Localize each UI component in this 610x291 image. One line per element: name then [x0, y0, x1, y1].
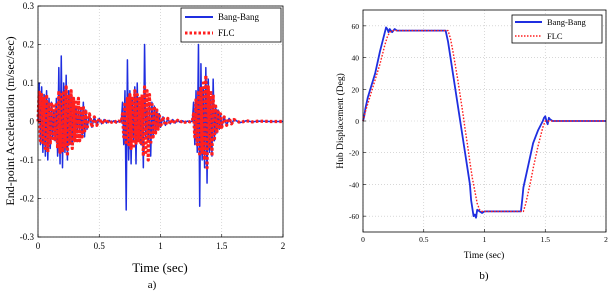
- y-tick-label: 0.2: [22, 39, 34, 50]
- x-axis-label: Time (sec): [132, 260, 188, 275]
- figure-caption: b): [479, 270, 489, 282]
- y-tick-label: 20: [351, 85, 359, 95]
- x-tick-label: 1: [482, 235, 487, 244]
- x-axis-label: Time (sec): [463, 251, 505, 261]
- x-tick-label: 0.5: [93, 241, 105, 251]
- chart-hub-displacement: [335, 10, 608, 282]
- legend: [512, 15, 602, 43]
- y-tick-label: 0: [355, 117, 359, 126]
- y-tick-label: -0.3: [19, 232, 34, 242]
- y-tick-label: -0.2: [19, 193, 34, 204]
- x-tick-label: 0: [35, 241, 41, 251]
- x-tick-label: 1.5: [540, 235, 550, 244]
- y-tick-label: -0.1: [19, 155, 34, 165]
- x-tick-label: 1: [158, 241, 163, 251]
- y-tick-label: 60: [351, 21, 359, 31]
- chart-acceleration: [3, 1, 285, 291]
- y-tick-label: 0.1: [22, 78, 34, 88]
- legend-label-bang-bang: Bang-Bang: [218, 12, 259, 22]
- x-tick-label: 2: [280, 241, 286, 251]
- x-tick-label: 1.5: [216, 241, 228, 251]
- y-tick-label: -40: [349, 180, 359, 190]
- y-tick-label: -20: [349, 148, 359, 158]
- legend-label-flc: FLC: [547, 31, 563, 41]
- y-tick-label: -60: [349, 212, 359, 222]
- legend-label-flc: FLC: [218, 28, 235, 38]
- y-axis-label: End-point Acceleration (m/sec/sec): [3, 36, 17, 206]
- y-tick-label: 0: [29, 116, 34, 127]
- legend: [181, 8, 281, 42]
- y-tick-label: 0.3: [22, 1, 34, 11]
- x-tick-label: 0.5: [419, 235, 429, 244]
- figure-caption: a): [147, 279, 157, 291]
- y-axis-label: Hub Displacement (Deg): [336, 73, 346, 169]
- legend-label-bang-bang: Bang-Bang: [547, 17, 586, 27]
- x-tick-label: 2: [604, 235, 608, 244]
- y-tick-label: 40: [351, 53, 359, 63]
- x-tick-label: 0: [361, 235, 365, 244]
